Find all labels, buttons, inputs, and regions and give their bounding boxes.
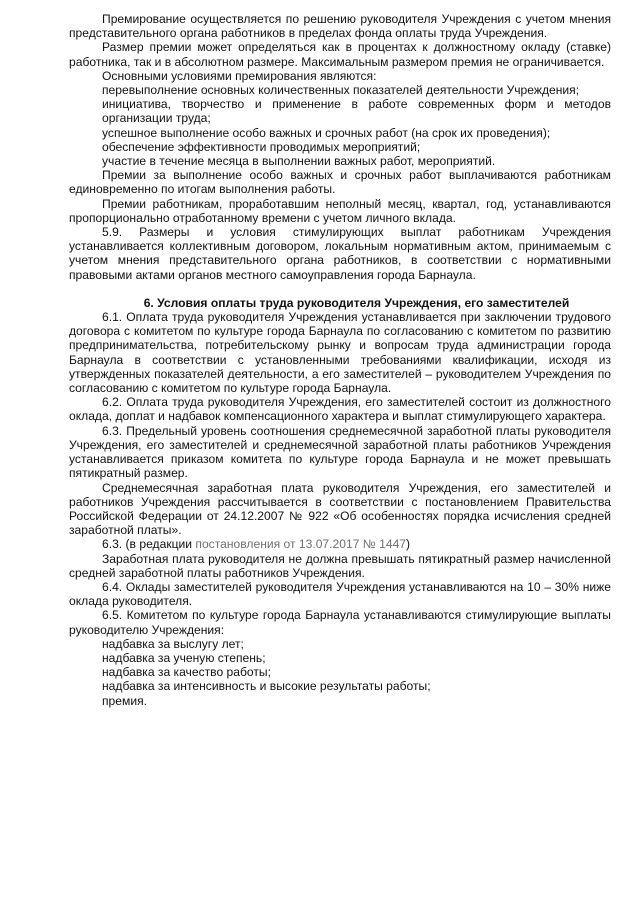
paragraph-6-5: 6.5. Комитетом по культуре города Барнаула устанавливаются стимулирующие выплаты руководителю Учреждения: [69,608,611,637]
paragraph-6-1: 6.1. Оплата труда руководителя Учреждения устанавливается при заключении трудового договора с комитетом по культуре города Барнаула по согласованию с комитетом по развитию предпринимательства, потребительскому рынку и вопросам труда администрации города Барнаула в соответствии с установленными требованиями квалификации, исходя из утвержденных показателей деятельности, а его заместителей – руководителем Учреждения по согласованию с комитетом по культуре города Барнаула. [69,310,611,396]
paragraph-urgent-work-bonus: Премии за выполнение особо важных и срочных работ выплачиваются работникам единовременно по итогам выполнения работы. [69,168,611,197]
paragraph-partial-period-bonus: Премии работникам, проработавшим неполный месяц, квартал, год, устанавливаются пропорционально отработанному времени с учетом личного вклада. [69,196,611,225]
list-item-bonus-condition: обеспечение эффективности проводимых мероприятий; [102,139,421,154]
paragraph-5-9: 5.9. Размеры и условия стимулирующих выплат работникам Учреждения устанавливается коллективным договором, локальным нормативным актом, принимаемым с учетом мнения представительного органа работников, в соответствии с нормативными правовыми актами органов местного самоуправления города Барнаула. [69,225,611,282]
paragraph-bonus-decision: Премирование осуществляется по решению руководителя Учреждения с учетом мнения представительного органа работников в пределах фонда оплаты труда Учреждения. [69,12,611,41]
list-item-incentive-payment: надбавка за выслугу лет; [102,636,244,651]
paragraph-bonus-conditions-intro: Основными условиями премирования являются: [102,68,377,83]
paragraph-6-4: 6.4. Оклады заместителей руководителя Учреждения устанавливаются на 10 – 30% ниже оклада руководителя. [69,579,611,609]
list-item-incentive-payment: надбавка за качество работы; [102,665,271,680]
amendment-note [69,537,611,551]
list-item-incentive-payment: надбавка за интенсивность и высокие результаты работы; [102,679,431,694]
list-item-bonus-condition: перевыполнение основных количественных показателей деятельности Учреждения; [102,83,580,98]
list-item-bonus-condition: инициатива, творчество и применение в работе современных форм и методов организации труда; [102,97,611,126]
paragraph-6-2: 6.2. Оплата труда руководителя Учреждения, его заместителей состоит из должностного оклада, доплат и надбавок компенсационного характера и выплат стимулирующего характера. [69,395,611,424]
list-item-incentive-payment: премия. [102,693,147,708]
amendment-link[interactable]: постановления от 13.07.2017 № 1447 [195,537,407,552]
list-item-incentive-payment: надбавка за ученую степень; [102,650,266,665]
section-heading: 6. Условия оплаты труда руководителя Учреждения, его заместителей [143,295,570,310]
amendment-suffix: ) [406,537,411,552]
amendment-prefix: 6.3. (в редакции [102,537,196,552]
paragraph-average-salary: Среднемесячная заработная плата руководителя Учреждения, его заместителей и работников Учреждения рассчитывается в соответствии с постановлением Правительства Российской Федерации от 24.12.2007 № 922 «Об особенностях порядка исчисления средней заработной платы». [69,480,611,538]
list-item-bonus-condition: участие в течение месяца в выполнении важных работ, мероприятий. [102,154,496,169]
list-item-bonus-condition: успешное выполнение особо важных и срочных работ (на срок их проведения); [102,125,551,140]
paragraph-salary-cap: Заработная плата руководителя не должна превышать пятикратный размер начисленной средней заработной платы работников Учреждения. [69,551,611,580]
paragraph-bonus-size: Размер премии может определяться как в процентах к должностному окладу (ставке) работника, так и в абсолютном размере. Максимальным размером премия не ограничивается. [69,40,611,69]
paragraph-6-3: 6.3. Предельный уровень соотношения среднемесячной заработной платы руководителя Учреждения, его заместителей и среднемесячной заработной платы работников Учреждения устанавливается приказом комитета по культуре города Барнаула и не может превышать пятикратный размер. [69,423,611,481]
